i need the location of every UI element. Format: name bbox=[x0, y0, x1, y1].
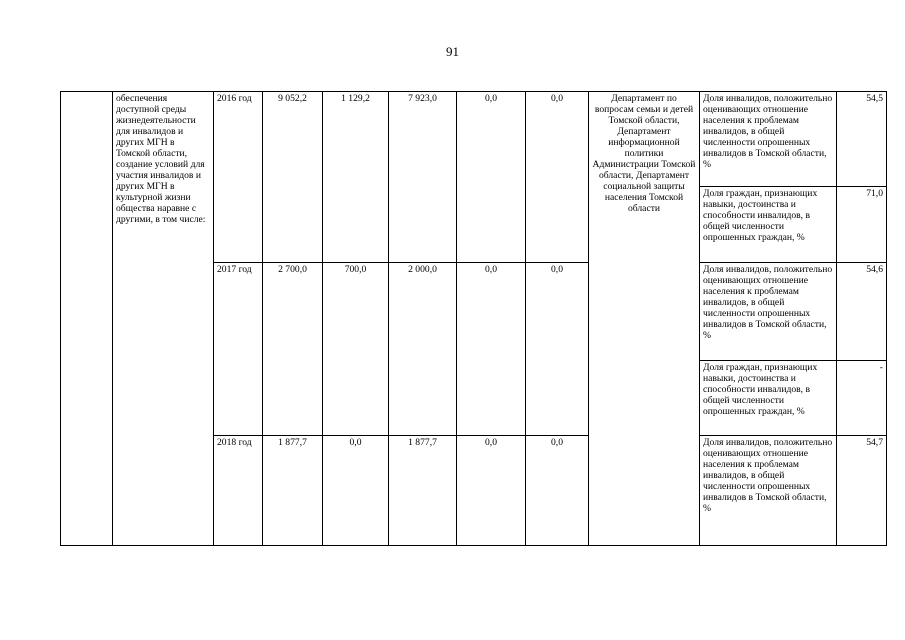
total-cell: 2 700,0 bbox=[263, 263, 323, 436]
extrabudget-cell: 0,0 bbox=[526, 263, 589, 436]
page-number: 91 bbox=[446, 44, 459, 59]
program-table bbox=[60, 91, 887, 546]
total-cell: 1 877,7 bbox=[263, 436, 323, 546]
local-budget-cell: 0,0 bbox=[457, 92, 526, 263]
extrabudget-cell: 0,0 bbox=[526, 92, 589, 263]
local-budget-cell: 0,0 bbox=[457, 263, 526, 436]
year-cell: 2017 год bbox=[214, 263, 263, 436]
indicator-name-cell: Доля инвалидов, положительно оценивающих отношение населения к проблемам инвалидов, в общей численности опрошенных инвалидов в Томской области, % bbox=[700, 436, 837, 546]
indicator-value-cell: 71,0 bbox=[837, 187, 887, 263]
regional-budget-cell: 1 877,7 bbox=[389, 436, 457, 546]
local-budget-cell: 0,0 bbox=[457, 436, 526, 546]
table-row bbox=[61, 92, 887, 187]
indicator-name-cell: Доля инвалидов, положительно оценивающих отношение населения к проблемам инвалидов, в общей численности опрошенных инвалидов в Томской области, % bbox=[700, 92, 837, 187]
total-cell: 9 052,2 bbox=[263, 92, 323, 263]
indicator-value-cell: 54,6 bbox=[837, 263, 887, 361]
federal-budget-cell: 1 129,2 bbox=[323, 92, 389, 263]
row-number-cell bbox=[61, 92, 113, 546]
regional-budget-cell: 2 000,0 bbox=[389, 263, 457, 436]
indicator-value-cell: - bbox=[837, 361, 887, 436]
extrabudget-cell: 0,0 bbox=[526, 436, 589, 546]
indicator-name-cell: Доля граждан, признающих навыки, достоинства и способности инвалидов, в общей численности опрошенных граждан, % bbox=[700, 361, 837, 436]
executor-cell: Департамент по вопросам семьи и детей Томской области, Департамент информационной политики Администрации Томской области, Департамент социальной защиты населения Томской области bbox=[589, 92, 700, 546]
regional-budget-cell: 7 923,0 bbox=[389, 92, 457, 263]
indicator-value-cell: 54,7 bbox=[837, 436, 887, 546]
year-cell: 2016 год bbox=[214, 92, 263, 263]
indicator-name-cell: Доля граждан, признающих навыки, достоинства и способности инвалидов, в общей численности опрошенных граждан, % bbox=[700, 187, 837, 263]
indicator-name-cell: Доля инвалидов, положительно оценивающих отношение населения к проблемам инвалидов, в общей численности опрошенных инвалидов в Томской области, % bbox=[700, 263, 837, 361]
year-cell: 2018 год bbox=[214, 436, 263, 546]
federal-budget-cell: 700,0 bbox=[323, 263, 389, 436]
indicator-value-cell: 54,5 bbox=[837, 92, 887, 187]
federal-budget-cell: 0,0 bbox=[323, 436, 389, 546]
event-description-cell: обеспечения доступной среды жизнедеятельности для инвалидов и других МГН в Томской области, создание условий для участия инвалидов и других МГН в культурной жизни общества наравне с другими, в том числе: bbox=[113, 92, 214, 546]
